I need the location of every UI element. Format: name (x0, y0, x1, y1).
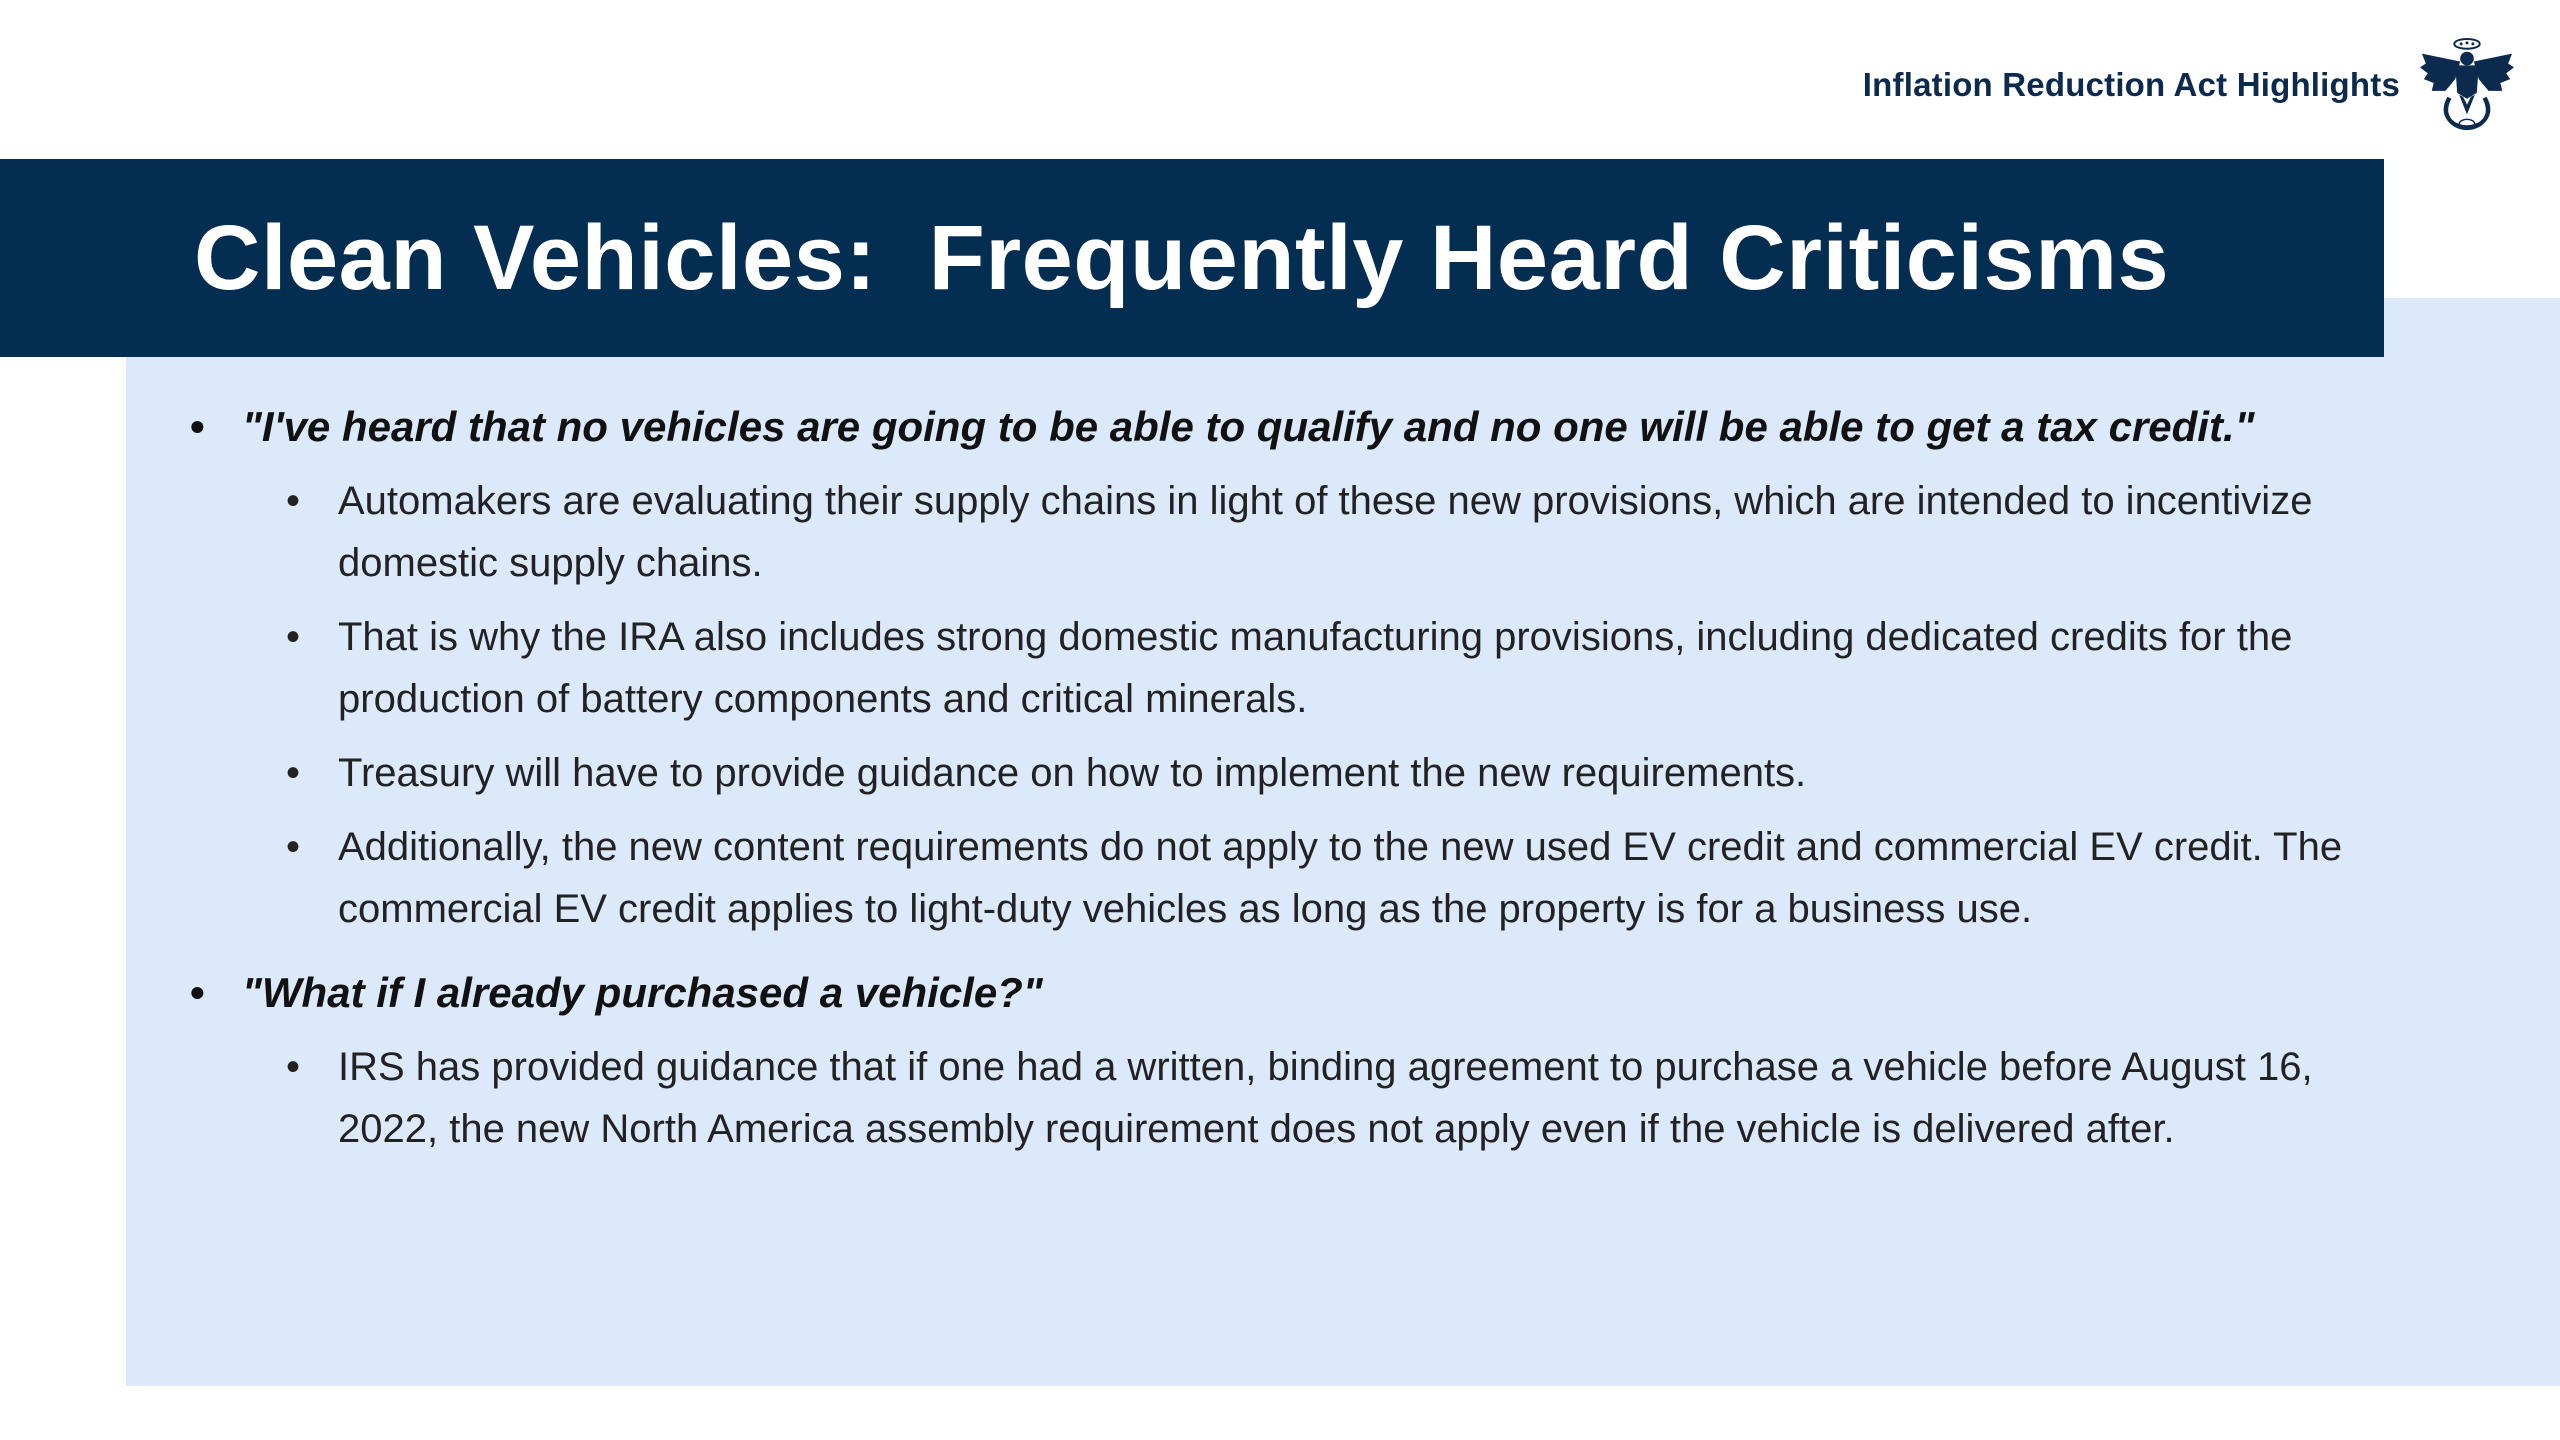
answer-text: Automakers are evaluating their supply chains in light of these new provisions, which are intended to incentivize domestic supply chains. (338, 479, 2313, 585)
question-item (190, 962, 2370, 1024)
question-text: "I've heard that no vehicles are going to be able to qualify and no one will be able to get a tax credit." (242, 403, 2255, 450)
answer-text: Additionally, the new content requirements do not apply to the new used EV credit and commercial EV credit. The commercial EV credit applies to light-duty vehicles as long as the property is for a business use. (338, 825, 2343, 931)
bullet-icon: • (286, 1045, 301, 1089)
bullet-icon: • (190, 403, 205, 450)
answer-item (286, 1036, 2370, 1160)
answer-list (190, 470, 2370, 940)
bullet-icon: • (286, 825, 301, 869)
slide-content (190, 396, 2370, 1174)
answer-item (286, 816, 2370, 940)
slide-title: Clean Vehicles: Frequently Heard Criticisms (194, 207, 2170, 309)
bullet-icon: • (286, 615, 301, 659)
header-kicker: Inflation Reduction Act Highlights (1862, 66, 2400, 103)
answer-list (190, 1036, 2370, 1160)
answer-item (286, 742, 2370, 804)
question-text: "What if I already purchased a vehicle?" (242, 969, 1043, 1016)
answer-item (286, 606, 2370, 730)
title-bar (0, 159, 2384, 357)
answer-text: IRS has provided guidance that if one had a written, binding agreement to purchase a vehicle before August 16, 2022, the new North America assembly requirement does not apply even if the vehicle is delivered after. (338, 1045, 2313, 1151)
treasury-eagle-seal-icon (2418, 34, 2516, 138)
answer-text: Treasury will have to provide guidance on how to implement the new requirements. (338, 751, 1807, 795)
bullet-icon: • (190, 969, 205, 1016)
question-item (190, 396, 2370, 458)
bullet-icon: • (286, 751, 301, 795)
answer-item (286, 470, 2370, 594)
bullet-icon: • (286, 479, 301, 523)
answer-text: That is why the IRA also includes strong domestic manufacturing provisions, including dedicated credits for the production of battery components and critical minerals. (338, 615, 2293, 721)
